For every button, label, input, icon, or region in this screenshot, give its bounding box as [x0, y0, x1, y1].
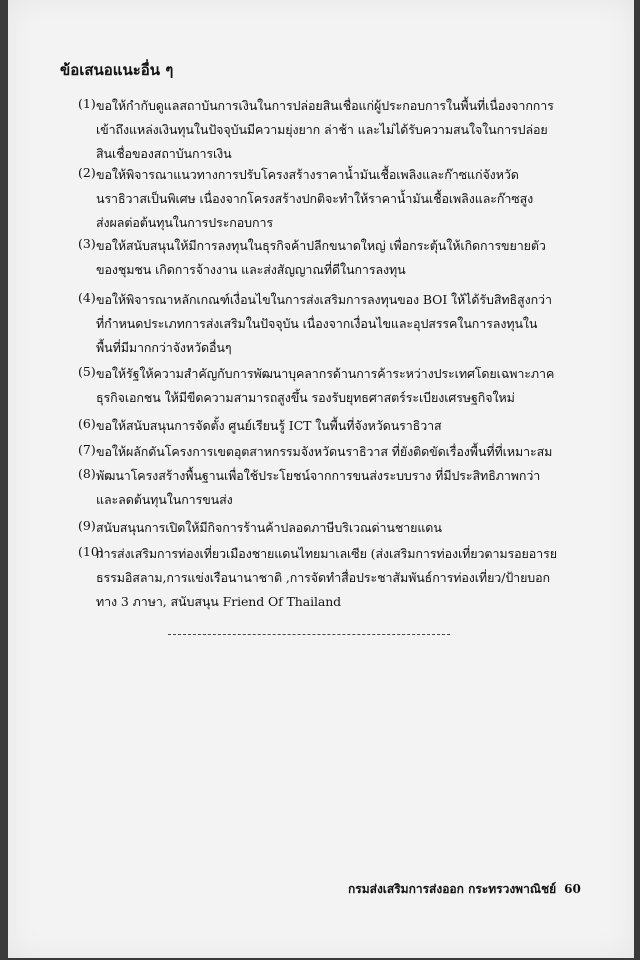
item-line: พื้นที่มีมากกว่าจังหวัดอื่นๆ: [96, 340, 232, 355]
item-number: (10): [78, 544, 104, 559]
item-line: ธุรกิจเอกชน ให้มีขีดความสามารถสูงขึ้น รองรับยุทธศาสตร์ระเบียงเศรษฐกิจใหม่: [96, 390, 515, 405]
item-line: นราธิวาสเป็นพิเศษ เนื่องจากโครงสร้างปกติจะทำให้ราคาน้ำมันเชื้อเพลิงและก๊าซสูง: [96, 191, 534, 206]
item-number: (5): [78, 364, 96, 379]
section-heading: ข้อเสนอแนะอื่น ๆ: [60, 61, 174, 79]
item-line: ขอให้พิจารณาแนวทางการปรับโครงสร้างราคาน้ำมันเชื้อเพลิงและก๊าซแก่จังหวัด: [96, 167, 519, 182]
item-number: (3): [78, 236, 96, 251]
dashed-divider: [168, 634, 450, 635]
item-line: ขอให้กำกับดูแลสถาบันการเงินในการปล่อยสินเชื่อแก่ผู้ประกอบการในพื้นที่เนื่องจากการ: [96, 98, 554, 113]
page-footer: [348, 880, 581, 899]
item-line: ขอให้สนับสนุนการจัดตั้ง ศูนย์เรียนรู้ ICT ในพื้นที่จังหวัดนราธิวาส: [96, 418, 442, 433]
page-number: 60: [564, 882, 581, 896]
item-line: ทาง 3 ภาษา, สนับสนุน Friend Of Thailand: [96, 594, 342, 609]
item-line: ส่งผลต่อต้นทุนในการประกอบการ: [96, 215, 274, 230]
item-number: (4): [78, 290, 96, 305]
document-page: [8, 0, 634, 958]
item-line: ขอให้รัฐให้ความสำคัญกับการพัฒนาบุคลากรด้านการค้าระหว่างประเทศโดยเฉพาะภาค: [96, 366, 555, 381]
item-number: (2): [78, 165, 96, 180]
item-number: (7): [78, 442, 96, 457]
item-line: พัฒนาโครงสร้างพื้นฐานเพื่อใช้ประโยชน์จากการขนส่งระบบราง ที่มีประสิทธิภาพกว่า: [96, 468, 541, 483]
footer-department: กรมส่งเสริมการส่งออก กระทรวงพาณิชย์: [348, 882, 557, 896]
item-line: ธรรมอิสลาม,การแข่งเรือนานาชาติ ,การจัดทำสื่อประชาสัมพันธ์การท่องเที่ยว/ป้ายบอก: [96, 570, 551, 585]
item-number: (6): [78, 416, 96, 431]
item-number: (1): [78, 96, 96, 111]
item-line: สนับสนุนการเปิดให้มีกิจการร้านค้าปลอดภาษีบริเวณด่านชายแดน: [96, 520, 442, 535]
item-line: ขอให้พิจารณาหลักเกณฑ์เงื่อนไขในการส่งเสริมการลงทุนของ BOI ให้ได้รับสิทธิสูงกว่า: [96, 292, 552, 307]
item-number: (9): [78, 518, 96, 533]
item-number: (8): [78, 466, 96, 481]
item-line: การส่งเสริมการท่องเที่ยวเมืองชายแดนไทยมาเลเซีย (ส่งเสริมการท่องเที่ยวตามรอยอารย: [96, 546, 557, 561]
item-line: ขอให้ผลักดันโครงการเขตอุตสาหกรรมจังหวัดนราธิวาส ที่ยังติดขัดเรื่องพื้นที่ที่เหมาะสม: [96, 444, 553, 459]
item-line: เข้าถึงแหล่งเงินทุนในปัจจุบันมีความยุ่งยาก ล่าช้า และไม่ได้รับความสนใจในการปล่อย: [96, 122, 548, 137]
item-line: และลดต้นทุนในการขนส่ง: [96, 492, 233, 507]
item-line: ของชุมชน เกิดการจ้างงาน และส่งสัญญาณที่ดีในการลงทุน: [96, 262, 406, 277]
item-line: ที่กำหนดประเภทการส่งเสริมในปัจจุบัน เนื่องจากเงื่อนไขและอุปสรรคในการลงทุนใน: [96, 316, 538, 331]
item-line: สินเชื่อของสถาบันการเงิน: [96, 146, 232, 161]
item-line: ขอให้สนับสนุนให้มีการลงทุนในธุรกิจค้าปลีกขนาดใหญ่ เพื่อกระตุ้นให้เกิดการขยายตัว: [96, 238, 546, 253]
